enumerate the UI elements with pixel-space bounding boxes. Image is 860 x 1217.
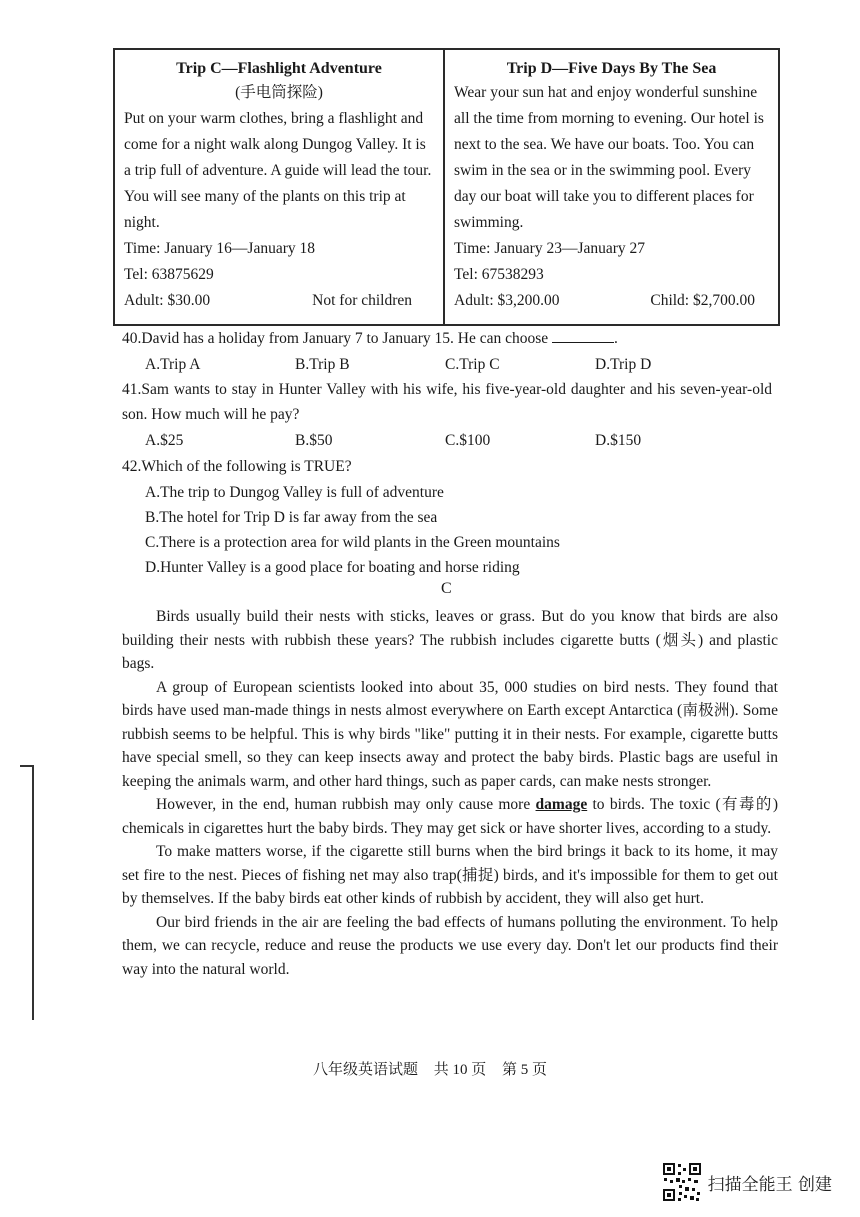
footer-subject: 八年级英语试题 (312, 1062, 418, 1078)
option-c: C.$100 (445, 432, 491, 449)
option-d: D.Trip D (595, 356, 652, 373)
scanner-watermark (662, 1162, 832, 1202)
trip-d-time: Time: January 23—January 27 (454, 240, 646, 257)
trip-d-prices (454, 288, 769, 314)
question-40-options (145, 352, 745, 377)
watermark-text: 扫描全能王 创建 (707, 1174, 832, 1195)
trip-c-tel: Tel: 63875629 (124, 266, 214, 283)
question-42-option-d: D.Hunter Valley is a good place for boating and horse riding (145, 559, 520, 576)
passage-paragraph-3 (122, 793, 778, 840)
passage-paragraph-5: Our bird friends in the air are feeling the bad effects of humans polluting the environment. To help them, we can recycle, reduce and reuse the products we use every day. Don't let our products find their way into the natural world. (122, 913, 778, 978)
passage-paragraph-2: A group of European scientists looked into about 35, 000 studies on bird nests. They found that birds have used man-made things in nests almost everywhere on Earth except Antarctica (南极洲). Some rubbish seems to be helpful. This is why birds "like" putting it in their nests. For example, cigarette butts have special smell, so they can keep insects away and protect the baby birds. Plastic bags are useful in keeping the animals warm, and other hard things, such as paper cards, can make nests stronger. (122, 678, 778, 790)
question-41 (122, 377, 772, 427)
option-d: D.$150 (595, 432, 642, 449)
trip-d-adult-price: Adult: $3,200.00 (454, 292, 560, 309)
option-a: A.Trip A (145, 356, 201, 373)
question-40-stem: 40.David has a holiday from January 7 to January 15. He can choose (122, 330, 549, 347)
paragraph-3-tail: to birds. The toxic (有毒的) chemicals in cigarettes hurt the baby birds. They may get sick or have shorter lives, according to a study. (122, 796, 778, 837)
question-42-stem: 42.Which of the following is TRUE? (122, 458, 352, 475)
question-42-option-b: B.The hotel for Trip D is far away from the sea (145, 509, 438, 526)
trip-d-child-price: Child: $2,700.00 (650, 292, 755, 309)
option-b: B.Trip B (295, 356, 350, 373)
margin-bracket (20, 765, 34, 1020)
option-b: B.$50 (295, 432, 333, 449)
trip-c-child-price: Not for children (312, 292, 413, 309)
question-41-stem: 41.Sam wants to stay in Hunter Valley with his wife, his five-year-old daughter and his seven-year-old son. How much will he pay? (122, 381, 772, 423)
section-heading: C (441, 580, 452, 597)
trip-c-prices (124, 288, 434, 314)
question-42-option-a: A.The trip to Dungog Valley is full of adventure (145, 484, 444, 501)
trip-c-time: Time: January 16—January 18 (124, 240, 316, 257)
option-c: C.Trip C (445, 356, 500, 373)
underlined-word: damage (535, 796, 588, 813)
qr-code-icon (662, 1162, 702, 1202)
passage-paragraph-1: Birds usually build their nests with sticks, leaves or grass. But do you know that birds are also building their nests with rubbish these years? The rubbish includes cigarette butts (烟头) and plastic bags. (122, 608, 778, 672)
question-42-option-c: C.There is a protection area for wild plants in the Green mountains (145, 534, 560, 551)
footer-total-pages: 共 10 页 (433, 1062, 487, 1078)
trip-d-cell (445, 50, 778, 324)
question-41-options (145, 428, 745, 453)
trip-d-title: Trip D—Five Days By The Sea (506, 60, 717, 77)
footer-page-number: 第 5 页 (502, 1062, 548, 1078)
trip-d-description: Wear your sun hat and enjoy wonderful sunshine all the time from morning to evening. Our hotel is next to the sea. We have our boats. Too. You can swim in the sea or in the swimming pool. Every day our boat will take you to different places for swimming. (454, 84, 764, 231)
option-a: A.$25 (145, 432, 184, 449)
trip-c-description: Put on your warm clothes, bring a flashlight and come for a night walk along Dungog Valley. It is a trip full of adventure. A guide will lead the tour. You will see many of the plants on this trip at night. (124, 110, 432, 231)
trip-d-tel: Tel: 67538293 (454, 266, 544, 283)
reading-passage (122, 605, 778, 981)
question-40 (122, 326, 618, 351)
trip-c-adult-price: Adult: $30.00 (124, 292, 211, 309)
trip-table (113, 48, 780, 326)
trip-c-title: Trip C—Flashlight Adventure (176, 60, 382, 77)
trip-c-subtitle: (手电筒探险) (235, 84, 323, 101)
passage-paragraph-4: To make matters worse, if the cigarette still burns when the bird brings it back to its home, it may set fire to the nest. Pieces of fishing net may also trap(捕捉) birds, and it's impossible for them to get out by themselves. If the baby birds eat other kinds of rubbish by accident, they will also get hurt. (122, 843, 778, 907)
page-footer (0, 1058, 860, 1079)
answer-blank (552, 326, 614, 343)
question-40-end: . (614, 330, 618, 347)
trip-c-cell (115, 50, 445, 324)
paragraph-3-lead: However, in the end, human rubbish may only cause more (156, 796, 536, 813)
